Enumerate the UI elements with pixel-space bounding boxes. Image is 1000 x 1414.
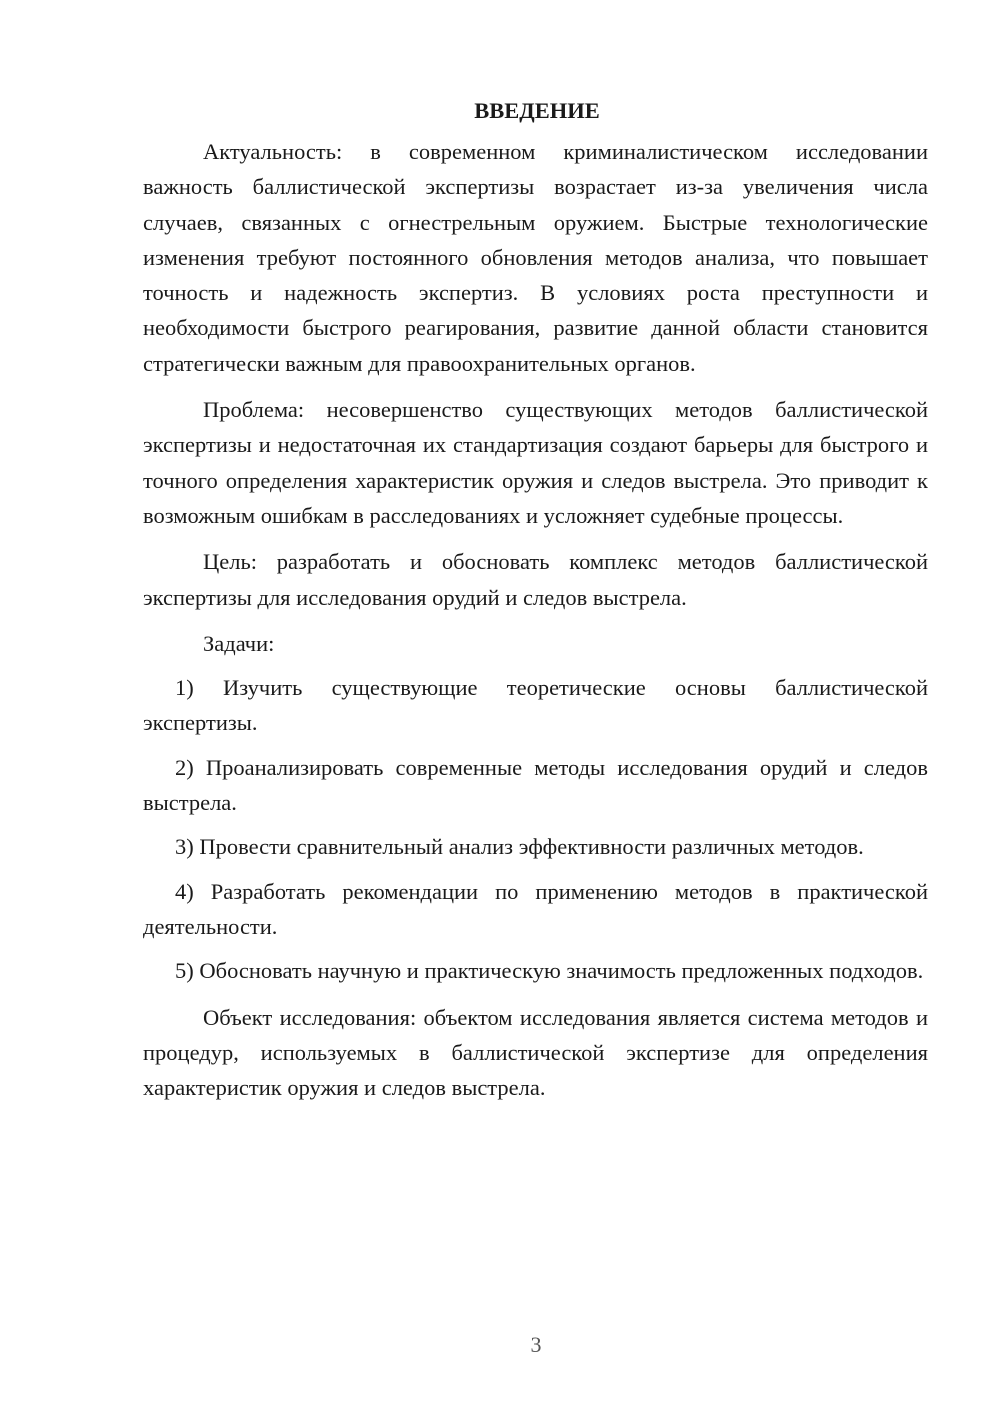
task-item-5: 5) Обосновать научную и практическую значимость предложенных подходов.: [175, 958, 924, 984]
problem-paragraph: Проблема: несовершенство существующих методов баллистической экспертизы и недостаточная их стандартизация создают барьеры для быстрого и точного определения характеристик оружия и следов выстрела. Это приводит к возможным ошибкам в расследованиях и усложняет судебные процессы.: [143, 397, 928, 528]
object-paragraph: Объект исследования: объектом исследования является система методов и процедур, используемых в баллистической экспертизе для определения характеристик оружия и следов выстрела.: [143, 1004, 928, 1101]
task-item-3: 3) Провести сравнительный анализ эффективности различных методов.: [175, 834, 864, 860]
task-item-1: 1) Изучить существующие теоретические основы баллистической экспертизы.: [143, 675, 928, 736]
tasks-heading: Задачи:: [203, 630, 275, 656]
tasks-list: [143, 670, 928, 988]
page-number: 3: [530, 1332, 542, 1357]
goal-paragraph: Цель: разработать и обосновать комплекс методов баллистической экспертизы для исследования орудий и следов выстрела.: [143, 549, 928, 610]
task-item-4: 4) Разработать рекомендации по применению методов в практической деятельности.: [143, 878, 928, 939]
task-item-2: 2) Проанализировать современные методы исследования орудий и следов выстрела.: [143, 754, 928, 816]
section-title: ВВЕДЕНИЕ: [474, 98, 600, 123]
relevance-paragraph: Актуальность: в современном криминалистическом исследовании важность баллистической экспертизы возрастает из-за увеличения числа случаев, связанных с огнестрельным оружием. Быстрые технологические изменения требуют постоянного обновления методов анализа, что повышает точность и надежность экспертиз. В условиях роста преступности и необходимости быстрого реагирования, развитие данной области становится стратегически важным для правоохранительных органов.: [143, 139, 928, 376]
page-body: [143, 92, 928, 1105]
